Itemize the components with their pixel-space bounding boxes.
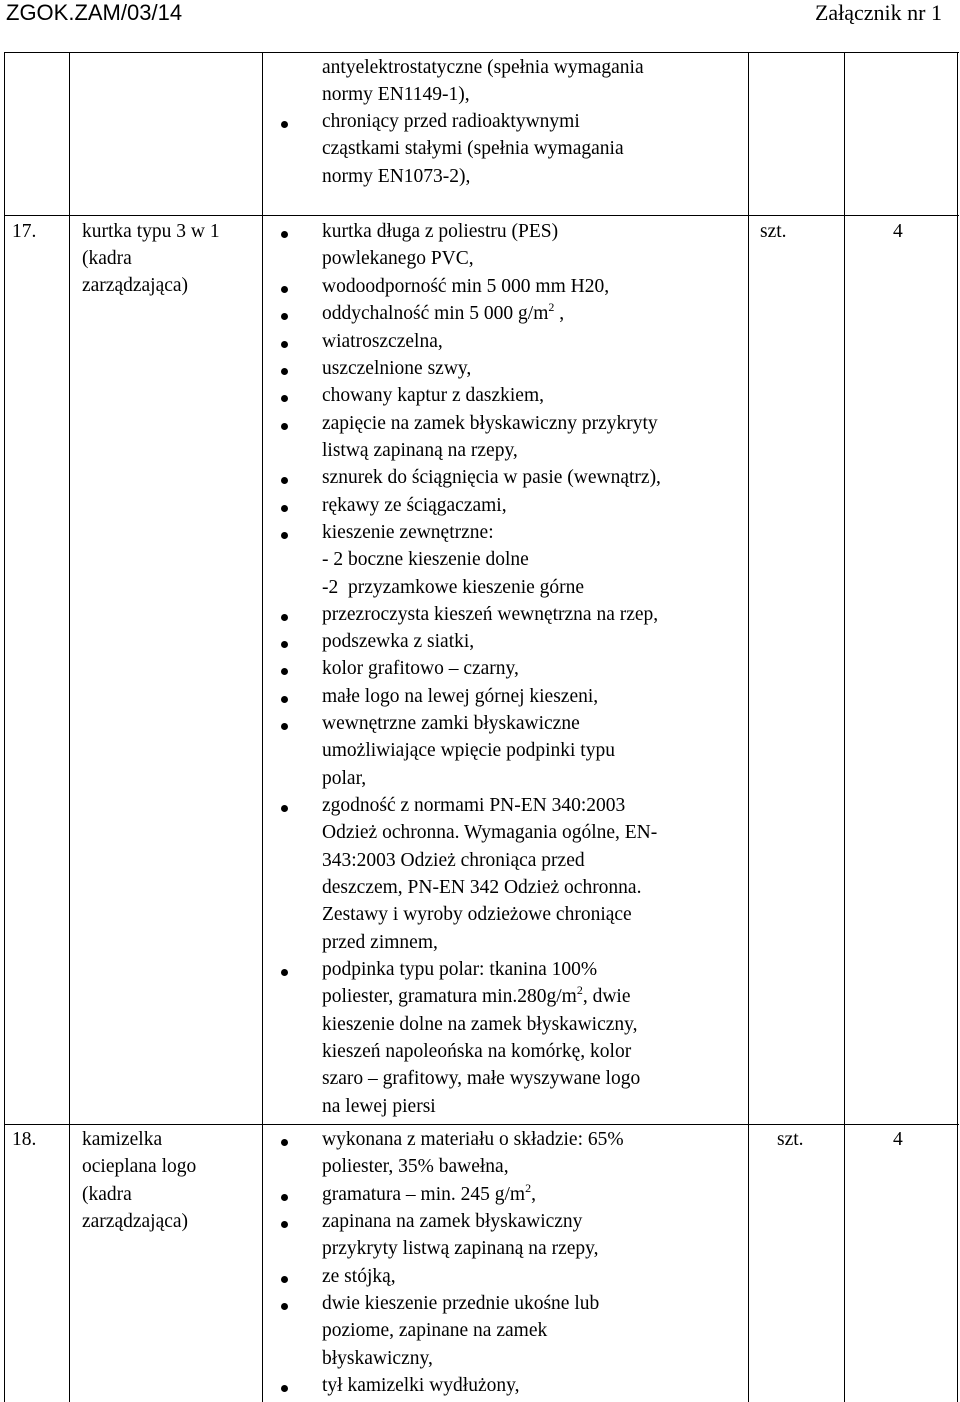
spec-line: zgodność z normami PN-EN 340:2003 [322, 795, 626, 816]
spec-line: -2 przyzamkowe kieszenie górne [322, 577, 585, 598]
spec-line: podpinka typu polar: tkanina 100% [322, 959, 598, 980]
spec-line: poliester, 35% bawełna, [322, 1156, 509, 1177]
spec-line: szaro – grafitowy, małe wyszywane logo [322, 1068, 641, 1089]
spec-line: 343:2003 Odzież chroniąca przed [322, 850, 585, 871]
bullet-icon [281, 368, 288, 375]
row-number: 17. [12, 221, 37, 242]
item-name-line: ocieplana logo [82, 1156, 197, 1177]
spec-line: kieszeń napoleońska na komórkę, kolor [322, 1041, 632, 1062]
bullet-icon [281, 1139, 288, 1146]
spec-line: ze stójką, [322, 1266, 396, 1287]
unit: szt. [777, 1129, 804, 1150]
col-border-name [262, 52, 263, 1402]
spec-line: poziome, zapinane na zamek [322, 1320, 548, 1341]
spec-line: sznurek do ściągnięcia w pasie (wewnątrz), [322, 467, 661, 488]
spec-line: listwą zapinaną na rzepy, [322, 440, 518, 461]
bullet-icon [281, 1303, 288, 1310]
col-border-spec [748, 52, 749, 1402]
spec-line: Zestawy i wyroby odzieżowe chroniące [322, 904, 632, 925]
superscript: 2 [576, 983, 583, 997]
spec-line: małe logo na lewej górnej kieszeni, [322, 686, 599, 707]
document-reference: ZGOK.ZAM/03/14 [6, 0, 183, 25]
spec-line: rękawy ze ściągaczami, [322, 495, 507, 516]
bullet-icon [281, 696, 288, 703]
bullet-icon [281, 668, 288, 675]
item-name-line: zarządzająca) [82, 1211, 189, 1232]
spec-line: zapinana na zamek błyskawiczny [322, 1211, 583, 1232]
bullet-icon [281, 286, 288, 293]
spec-line: umożliwiające wpięcie podpinki typu [322, 740, 615, 761]
bullet-icon [281, 532, 288, 539]
spec-line: wewnętrzne zamki błyskawiczne [322, 713, 580, 734]
spec-line: wykonana z materiału o składzie: 65% [322, 1129, 624, 1150]
row-number: 18. [12, 1129, 37, 1150]
row-divider-18 [4, 1124, 959, 1125]
item-name-line: kurtka typu 3 w 1 [82, 221, 220, 242]
attachment-label: Załącznik nr 1 [814, 0, 942, 25]
spec-line: uszczelnione szwy, [322, 358, 472, 379]
spec-line: polar, [322, 768, 367, 789]
bullet-icon [281, 1276, 288, 1283]
bullet-icon [281, 1221, 288, 1228]
spec-line: podszewka z siatki, [322, 631, 475, 652]
col-border-right [957, 52, 958, 1402]
spec-line: normy EN1073-2), [322, 166, 471, 187]
col-border-number [69, 52, 70, 1402]
bullet-icon [281, 121, 288, 128]
spec-line: normy EN1149-1), [322, 84, 470, 105]
bullet-icon [281, 477, 288, 484]
superscript: 2 [548, 300, 555, 314]
spec-line: poliester, gramatura $\min.280g/m^2$, dwie [322, 983, 631, 1007]
item-name-line: (kadra [82, 248, 132, 269]
item-name-line: (kadra [82, 1184, 132, 1205]
spec-line: kieszenie zewnętrzne: [322, 522, 494, 543]
row-divider-17 [4, 215, 959, 216]
spec-line: zapięcie na zamek błyskawiczny przykryty [322, 413, 658, 434]
spec-line: antyelektrostatyczne (spełnia wymagania [322, 57, 644, 78]
table-top-border [4, 52, 959, 53]
col-border-unit [844, 52, 845, 1402]
bullet-icon [281, 231, 288, 238]
bullet-icon [281, 805, 288, 812]
bullet-icon [281, 1385, 288, 1392]
spec-line: deszczem, PN-EN 342 Odzież ochronna. [322, 877, 642, 898]
item-name-line: zarządzająca) [82, 275, 189, 296]
spec-line: kurtka długa z poliestru (PES) [322, 221, 559, 242]
spec-line: na lewej piersi [322, 1096, 436, 1117]
bullet-icon [281, 641, 288, 648]
spec-line: przed zimnem, [322, 932, 438, 953]
spec-line: tył kamizelki wydłużony, [322, 1375, 520, 1396]
bullet-icon [281, 313, 288, 320]
quantity: 4 [893, 1129, 903, 1150]
spec-line: przykryty listwą zapinaną na rzepy, [322, 1238, 599, 1259]
spec-line: wodoodporność min 5 000 mm H20, [322, 276, 610, 297]
spec-line: gramatura – min. 245 $g/m^2$, [322, 1181, 536, 1205]
bullet-icon [281, 395, 288, 402]
bullet-icon [281, 614, 288, 621]
bullet-icon [281, 1194, 288, 1201]
unit: szt. [760, 221, 787, 242]
bullet-icon [281, 723, 288, 730]
spec-line: kieszenie dolne na zamek błyskawiczny, [322, 1014, 638, 1035]
spec-line: wiatroszczelna, [322, 331, 443, 352]
spec-line: dwie kieszenie przednie ukośne lub [322, 1293, 600, 1314]
spec-line: Odzież ochronna. Wymagania ogólne, EN- [322, 822, 658, 843]
spec-line: przezroczysta kieszeń wewnętrzna na rzep, [322, 604, 659, 625]
col-border-left [4, 52, 5, 1402]
bullet-icon [281, 505, 288, 512]
superscript: 2 [525, 1181, 532, 1195]
spec-line: chowany kaptur z daszkiem, [322, 385, 545, 406]
spec-line: cząstkami stałymi (spełnia wymagania [322, 138, 624, 159]
bullet-icon [281, 969, 288, 976]
spec-line: oddychalność min 5 000 $g/m^2$ , [322, 300, 565, 324]
spec-line: chroniący przed radioaktywnymi [322, 111, 580, 132]
spec-line: błyskawiczny, [322, 1348, 433, 1369]
spec-line: powlekanego PVC, [322, 248, 474, 269]
bullet-icon [281, 341, 288, 348]
item-name-line: kamizelka [82, 1129, 163, 1150]
quantity: 4 [893, 221, 903, 242]
bullet-icon [281, 423, 288, 430]
spec-line: - 2 boczne kieszenie dolne [322, 549, 529, 570]
spec-line: kolor grafitowo – czarny, [322, 658, 519, 679]
